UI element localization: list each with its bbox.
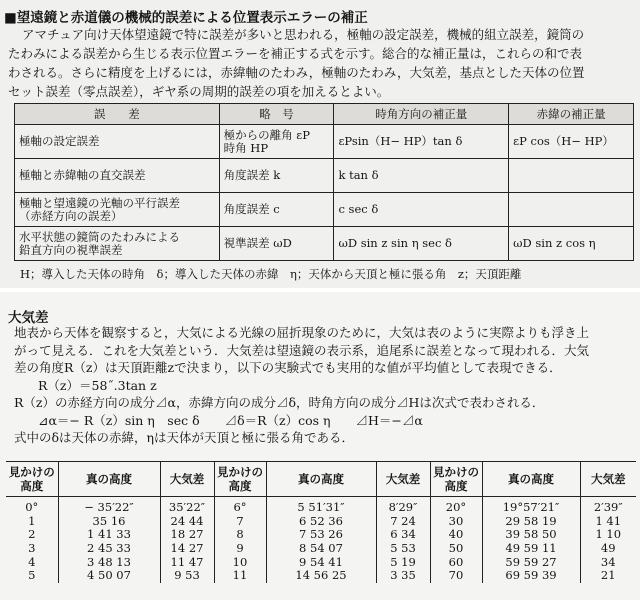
cell-ha: ωD sin z sin η sec δ	[334, 227, 509, 261]
ref-cell: 70	[430, 569, 482, 583]
ref-table-row	[6, 569, 636, 583]
intro-paragraph	[8, 25, 634, 101]
ref-cell: 50	[430, 542, 482, 556]
ref-cell: 11	[214, 569, 266, 583]
ref-cell: 69 59 39	[482, 569, 580, 583]
ref-cell: 2′39″	[580, 497, 636, 515]
header-hour-angle: 時角方向の補正量	[334, 104, 509, 125]
section-title: ■望遠鏡と赤道儀の機械的誤差による位置表示エラーの補正	[4, 10, 368, 26]
header-symbol: 略 号	[219, 104, 334, 125]
cell-symbol: 角度誤差 c	[219, 193, 334, 227]
ref-cell: 9 53	[160, 569, 214, 583]
ref-cell: 5 51′31″	[266, 497, 376, 515]
ref-cell: 8 54 07	[266, 542, 376, 556]
cell-symbol: 角度誤差 k	[219, 159, 334, 193]
error-correction-table	[14, 103, 634, 261]
ref-cell: 5 19	[376, 555, 430, 569]
ref-cell: 49	[580, 542, 636, 556]
table-legend-note: H；導入した天体の時角 δ；導入した天体の赤緯 η；天体から天頂と極に張る角 z；天頂距離	[20, 267, 522, 281]
cell-dec	[509, 159, 634, 193]
table-row	[15, 159, 634, 193]
ref-table-row	[6, 528, 636, 542]
ref-cell: 2	[28, 527, 36, 542]
ref-cell: 1 41	[580, 515, 636, 529]
ref-cell: 39 58 50	[482, 528, 580, 542]
ref-cell: 0°	[25, 500, 39, 515]
paragraph-line: アマチュア向け天体望遠鏡で特に誤差が多いと思われる，極軸の設定誤差，機械的組立誤差，鏡筒の	[22, 27, 585, 42]
cell-dec: εP cos（H− HP）	[509, 125, 634, 159]
cell-symbol: 視準誤差 ωD	[219, 227, 334, 261]
table-row	[15, 125, 634, 159]
ref-header-row	[6, 462, 636, 497]
ref-cell: 4 50 07	[58, 569, 160, 583]
ref-cell: 30	[430, 515, 482, 529]
ref-cell: 14 56 25	[266, 569, 376, 583]
ref-cell: 1 10	[580, 528, 636, 542]
body-line: R（z）の赤経方向の成分⊿α，赤緯方向の成分⊿δ，時角方向の成分⊿Hは次式で表わされる．	[14, 395, 545, 410]
cell-error: 水平状態の鏡筒のたわみによる 鉛直方向の視準誤差	[15, 227, 220, 261]
ref-cell: 11 47	[160, 555, 214, 569]
ref-table-row	[6, 555, 636, 569]
body-line: がって見える．これを大気差という．大気差は望遠鏡の表示系，追尾系に誤差となって現われる．大気	[14, 342, 590, 358]
ref-cell: 35 16	[58, 515, 160, 529]
ref-cell: 40	[430, 528, 482, 542]
ref-cell: 7 53 26	[266, 528, 376, 542]
ref-cell: 29 58 19	[482, 515, 580, 529]
ref-cell: 1	[28, 513, 36, 528]
cell-error: 極軸の設定誤差	[15, 125, 220, 159]
paragraph-line: セット誤差（零点誤差），ギヤ系の周期的誤差の項を加えるとよい。	[8, 84, 390, 99]
ref-cell: 14 27	[160, 542, 214, 556]
ref-cell: 8′29″	[376, 497, 430, 515]
table-row	[15, 227, 634, 261]
ref-cell: 6 34	[376, 528, 430, 542]
ref-cell: 3 35	[376, 569, 430, 583]
ref-header: 見かけの 高度	[214, 462, 266, 497]
ref-cell: 4	[28, 554, 36, 569]
refraction-table	[6, 461, 636, 583]
ref-header: 真の高度	[266, 462, 376, 497]
ref-table-row	[6, 542, 636, 556]
ref-cell: 2 45 33	[58, 542, 160, 556]
ref-cell: 8	[214, 528, 266, 542]
ref-cell: 3	[28, 541, 36, 556]
refraction-title: 大気差	[8, 310, 49, 326]
header-declination: 赤緯の補正量	[509, 104, 634, 125]
ref-header: 見かけの 高度	[6, 462, 58, 497]
ref-cell: 19°57′21″	[482, 497, 580, 515]
ref-cell: 60	[430, 555, 482, 569]
body-line: 式中のδは天体の赤緯，ηは天体が天頂と極に張る角である．	[14, 430, 355, 445]
cell-symbol: 極からの離角 εP 時角 HP	[219, 125, 334, 159]
ref-cell: 6°	[214, 497, 266, 515]
ref-cell: 7	[214, 515, 266, 529]
ref-cell: 7 24	[376, 515, 430, 529]
ref-cell: 9	[214, 542, 266, 556]
ref-header: 大気差	[376, 462, 430, 497]
cell-dec	[509, 193, 634, 227]
ref-table-row	[6, 497, 636, 515]
cell-ha: c sec δ	[334, 193, 509, 227]
refraction-formula: R（z）＝58˝.3tan z	[38, 377, 157, 393]
ref-cell: 5	[28, 568, 36, 583]
cell-ha: k tan δ	[334, 159, 509, 193]
ref-cell: 18 27	[160, 528, 214, 542]
cell-error: 極軸と赤緯軸の直交誤差	[15, 159, 220, 193]
ref-cell: 35′22″	[160, 497, 214, 515]
table-row	[15, 193, 634, 227]
ref-cell: 3 48 13	[58, 555, 160, 569]
ref-cell: − 35′22″	[58, 497, 160, 515]
refraction-body	[14, 324, 634, 447]
paragraph-line: わされる。さらに精度を上げるには，赤緯軸のたわみ，極軸のたわみ，大気差，基点とした天体の位置	[8, 65, 585, 80]
ref-cell: 5 53	[376, 542, 430, 556]
ref-header: 大気差	[160, 462, 214, 497]
ref-header: 見かけの 高度	[430, 462, 482, 497]
ref-cell: 10	[214, 555, 266, 569]
ref-header: 真の高度	[58, 462, 160, 497]
ref-header: 真の高度	[482, 462, 580, 497]
ref-cell: 24 44	[160, 515, 214, 529]
paragraph-line: たわみによる誤差から生じる表示位置エラーを補正する式を示す。総合的な補正量は，これらの和で表	[8, 46, 583, 61]
table-header-row	[15, 104, 634, 125]
ref-cell: 9 54 41	[266, 555, 376, 569]
cell-ha: εPsin（H− HP）tan δ	[334, 125, 509, 159]
ref-cell: 21	[580, 569, 636, 583]
mechanical-error-section	[0, 0, 640, 288]
cell-error: 極軸と望遠鏡の光軸の平行誤差 （赤経方向の誤差）	[15, 193, 220, 227]
ref-cell: 1 41 33	[58, 528, 160, 542]
ref-cell: 49 59 11	[482, 542, 580, 556]
body-line: 地表から天体を観察すると，大気による光線の屈折現象のために，大気は表のように実際よりも浮き上	[14, 325, 590, 340]
ref-cell: 20°	[430, 497, 482, 515]
section-divider	[0, 288, 640, 292]
ref-cell: 34	[580, 555, 636, 569]
ref-table-row	[6, 515, 636, 529]
ref-cell: 59 59 27	[482, 555, 580, 569]
header-error: 誤 差	[15, 104, 220, 125]
ref-cell: 6 52 36	[266, 515, 376, 529]
component-formula: ⊿α＝− R（z）sin η sec δ ⊿δ＝R（z）cos η ⊿H＝−⊿α	[38, 412, 423, 428]
ref-header: 大気差	[580, 462, 636, 497]
body-line: 差の角度R（z）は天頂距離zで決まり，以下の実験式でも実用的な値が平均値として表現できる．	[14, 360, 562, 375]
cell-dec: ωD sin z cos η	[509, 227, 634, 261]
